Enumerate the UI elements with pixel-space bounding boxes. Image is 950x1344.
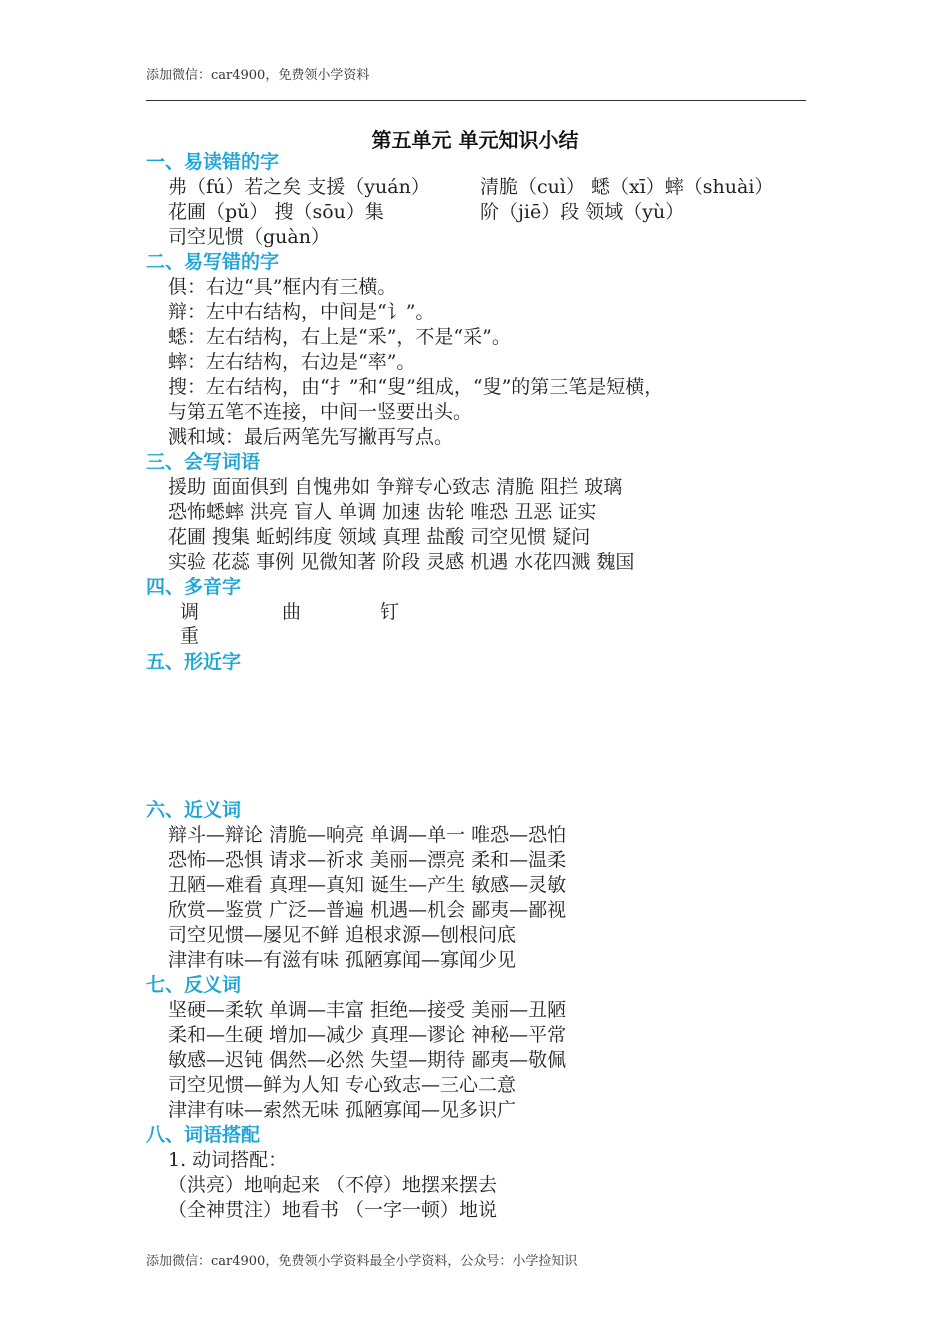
easy-write-line: 搜：左右结构，由“扌”和“叟”组成，“叟”的第三笔是短横， [168, 376, 664, 398]
collocation-line: 1. 动词搭配： [168, 1149, 288, 1171]
synonym-line: 恐怖—恐惧 请求—祈求 美丽—漂亮 柔和—温柔 [168, 849, 567, 871]
words-line: 援助 面面俱到 自愧弗如 争辩专心致志 清脆 阻拦 玻璃 [168, 476, 623, 498]
polyphone-char: 调 [180, 601, 200, 623]
antonym-line: 敏感—迟钝 偶然—必然 失望—期待 鄙夷—敬佩 [168, 1049, 567, 1071]
easy-write-line: 蟀：左右结构，右边是“率”。 [168, 351, 416, 373]
section-heading-easy-read: 一、易读错的字 [146, 151, 280, 173]
easy-write-line: 俱：右边“具”框内有三横。 [168, 276, 397, 298]
section-heading-antonyms: 七、反义词 [146, 974, 242, 996]
easy-read-line: 清脆（cuì） 蟋（xī）蟀（shuài） [480, 176, 774, 198]
section-heading-synonyms: 六、近义词 [146, 799, 242, 821]
antonym-line: 坚硬—柔软 单调—丰富 拒绝—接受 美丽—丑陋 [168, 999, 567, 1021]
collocation-line: （洪亮）地响起来 （不停）地摆来摆去 [168, 1174, 498, 1196]
easy-read-line: 阶（jiē）段 领域（yù） [480, 201, 685, 223]
easy-read-line: 弗（fú）若之矣 支援（yuán） [168, 176, 430, 198]
footer-note: 添加微信：car4900，免费领小学资料最全小学资料，公众号：小学捡知识 [146, 1254, 578, 1269]
header-divider [146, 100, 806, 101]
polyphone-char: 钉 [380, 601, 400, 623]
antonym-line: 司空见惯—鲜为人知 专心致志—三心二意 [168, 1074, 517, 1096]
section-heading-words: 三、会写词语 [146, 451, 261, 473]
easy-read-line: 司空见惯（guàn） [168, 226, 330, 248]
easy-write-line: 蟋：左右结构，右上是“釆”，不是“采”。 [168, 326, 511, 348]
synonym-line: 司空见惯—屡见不鲜 追根求源—刨根问底 [168, 924, 517, 946]
antonym-line: 津津有味—索然无味 孤陋寡闻—见多识广 [168, 1099, 517, 1121]
words-line: 恐怖蟋蟀 洪亮 盲人 单调 加速 齿轮 唯恐 丑恶 证实 [168, 501, 597, 523]
antonym-line: 柔和—生硬 增加—减少 真理—谬论 神秘—平常 [168, 1024, 567, 1046]
header-note: 添加微信：car4900，免费领小学资料 [146, 68, 370, 83]
polyphone-char: 重 [180, 625, 200, 647]
easy-write-line: 辩：左中右结构，中间是“讠”。 [168, 301, 435, 323]
collocation-line: （全神贯注）地看书 （一字一顿）地说 [168, 1199, 498, 1221]
easy-read-line: 花圃（pǔ） 搜（sōu）集 [168, 201, 384, 223]
section-heading-similar-chars: 五、形近字 [146, 651, 242, 673]
section-heading-collocations: 八、词语搭配 [146, 1124, 261, 1146]
section-heading-easy-write: 二、易写错的字 [146, 251, 280, 273]
easy-write-line: 与第五笔不连接，中间一竖要出头。 [168, 401, 473, 423]
words-line: 花圃 搜集 蚯蚓纬度 领域 真理 盐酸 司空见惯 疑问 [168, 526, 591, 548]
page-title: 第五单元 单元知识小结 [371, 128, 579, 152]
section-heading-polyphones: 四、多音字 [146, 576, 242, 598]
easy-write-line: 溅和域：最后两笔先写撇再写点。 [168, 426, 454, 448]
synonym-line: 丑陋—难看 真理—真知 诞生—产生 敏感—灵敏 [168, 874, 567, 896]
synonym-line: 津津有味—有滋有味 孤陋寡闻—寡闻少见 [168, 949, 517, 971]
synonym-line: 辩斗—辩论 清脆—响亮 单调—单一 唯恐—恐怕 [168, 824, 567, 846]
synonym-line: 欣赏—鉴赏 广泛—普遍 机遇—机会 鄙夷—鄙视 [168, 899, 567, 921]
polyphone-char: 曲 [282, 601, 302, 623]
words-line: 实验 花蕊 事例 见微知著 阶段 灵感 机遇 水花四溅 魏国 [168, 551, 635, 573]
